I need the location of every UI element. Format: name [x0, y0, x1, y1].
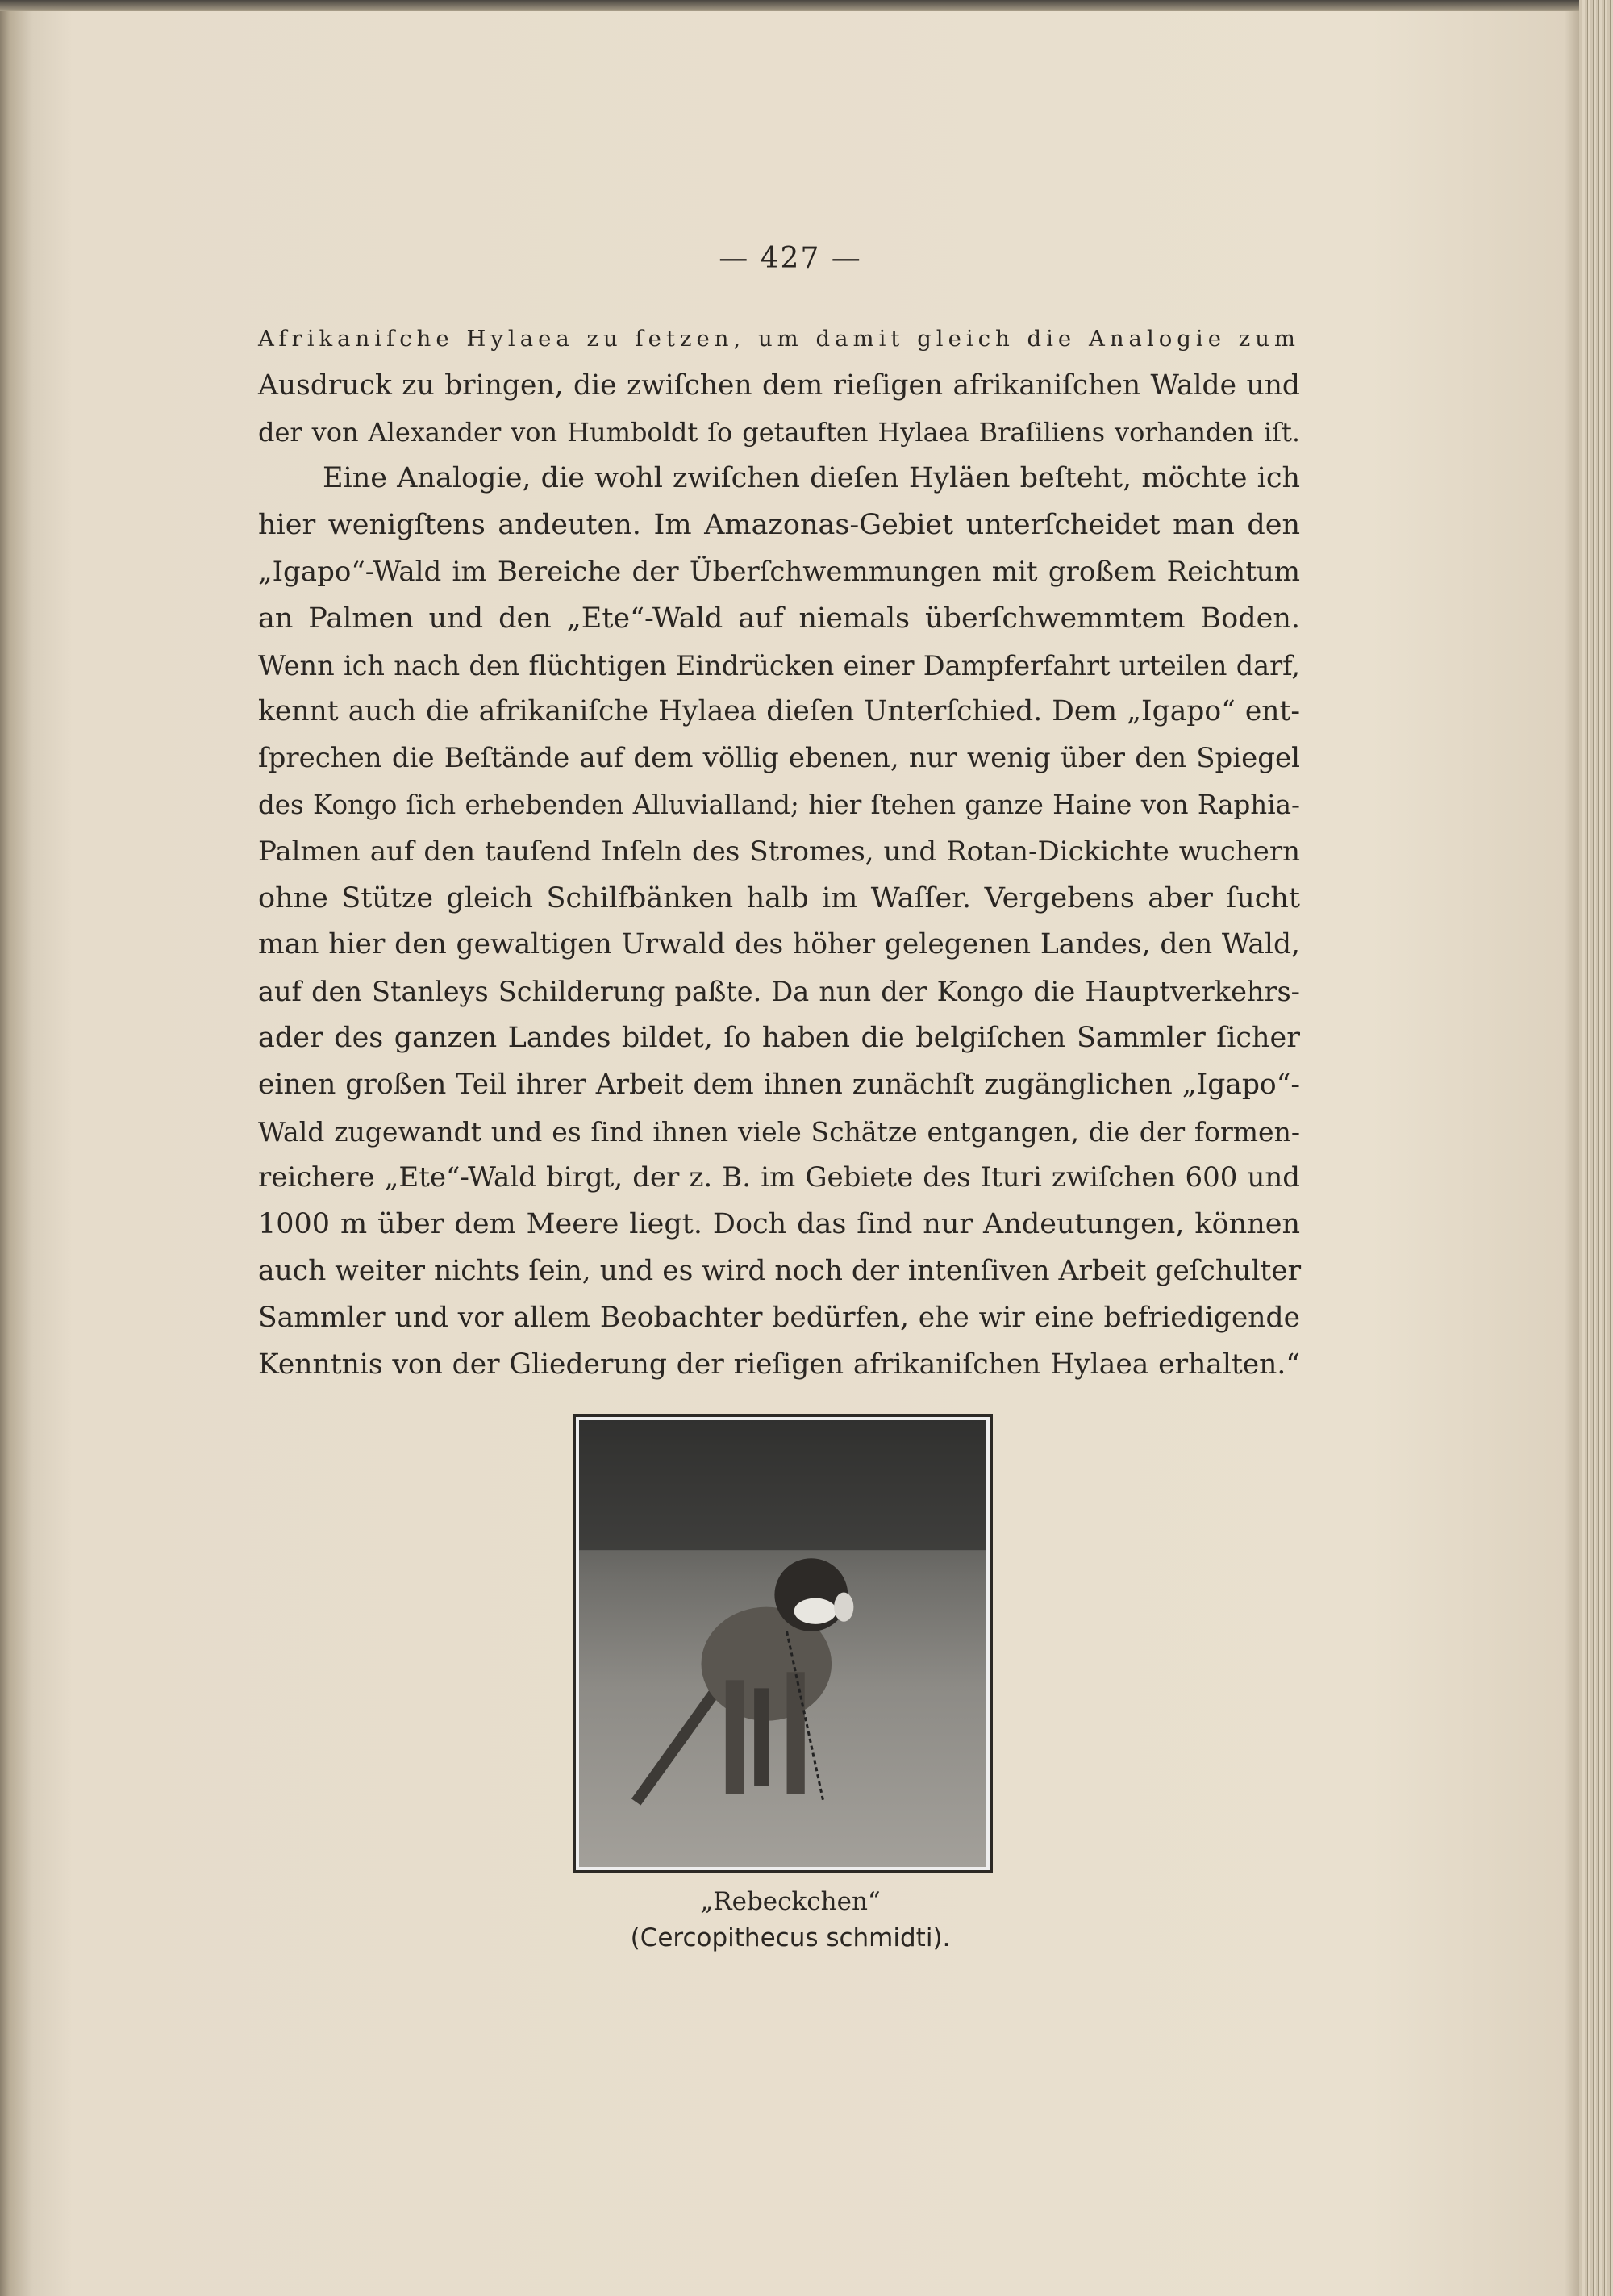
text-line: kennt auch die afrikaniſche Hylaea dieſen Unterſchied. Dem „Igapo“ ent- — [258, 695, 1300, 728]
text-line: Wald zugewandt und es ſind ihnen viele Schätze entgangen, die der formen- — [258, 1115, 1300, 1148]
text-line: der von Alexander von Humboldt ſo getauften Hylaea Braſiliens vorhanden iſt. — [258, 416, 1300, 448]
text-line: Palmen auf den tauſend Inſeln des Stromes, und Rotan-Dickichte wuchern — [258, 835, 1300, 868]
text-line: Kenntnis von der Gliederung der rieſigen afrikaniſchen Hylaea erhalten.“ — [258, 1348, 1300, 1381]
text-line: ader des ganzen Landes bildet, ſo haben die belgiſchen Sammler ſicher — [258, 1021, 1300, 1054]
text-line: Ausdruck zu bringen, die zwiſchen dem rieſigen afrikaniſchen Walde und — [258, 369, 1300, 402]
text-line: Eine Analogie, die wohl zwiſchen dieſen Hyläen beſteht, möchte ich — [323, 462, 1300, 495]
text-line: 1000 m über dem Meere liegt. Doch das ſind nur Andeutungen, können — [258, 1208, 1300, 1241]
text-line: ohne Stütze gleich Schilfbänken halb im Waſſer. Vergebens aber ſucht — [258, 881, 1300, 915]
text-line: an Palmen und den „Ete“-Wald auf niemals überſchwemmtem Boden. — [258, 602, 1300, 635]
page-number: — 427 — — [719, 242, 862, 275]
text-line: Sammler und vor allem Beobachter bedürfen, ehe wir eine befriedigende — [258, 1301, 1300, 1334]
figure-caption-species: (Cercopithecus schmidti). — [630, 1923, 951, 1952]
page-stack-edge — [1579, 0, 1613, 2296]
text-line: Afrikaniſche Hylaea zu ſetzen, um damit gleich die Analogie zum — [258, 326, 1300, 352]
text-line: auch weiter nichts ſein, und es wird noch der intenſiven Arbeit geſchulter — [258, 1254, 1302, 1287]
text-line: hier wenigſtens andeuten. Im Amazonas-Gebiet unterſcheidet man den — [258, 509, 1300, 542]
text-line: des Kongo ſich erhebenden Alluvialland; hier ſtehen ganze Haine von Raphia- — [258, 789, 1300, 820]
body-text — [258, 316, 1300, 1388]
text-line: Wenn ich nach den flüchtigen Eindrücken einer Dampferfahrt urteilen darf, — [258, 649, 1300, 681]
text-line: reichere „Ete“-Wald birgt, der z. B. im Gebiete des Ituri zwiſchen 600 und — [258, 1161, 1300, 1194]
text-line: man hier den gewaltigen Urwald des höher gelegenen Landes, den Wald, — [258, 928, 1300, 961]
monkey-photo-image — [579, 1420, 986, 1867]
text-line: ſprechen die Beſtände auf dem völlig ebenen, nur wenig über den Spiegel — [258, 742, 1300, 775]
book-cover-edge — [0, 0, 1613, 11]
text-line: auf den Stanleys Schilderung paßte. Da nun der Kongo die Hauptverkehrs- — [258, 976, 1300, 1008]
text-line: „Igapo“-Wald im Bereiche der Überſchwemmungen mit großem Reichtum — [258, 555, 1300, 588]
text-line: einen großen Teil ihrer Arbeit dem ihnen zunächſt zugänglichen „Igapo“- — [258, 1068, 1300, 1101]
monkey-photograph — [573, 1414, 993, 1873]
figure-caption-title: „Rebeckchen“ — [700, 1887, 881, 1916]
